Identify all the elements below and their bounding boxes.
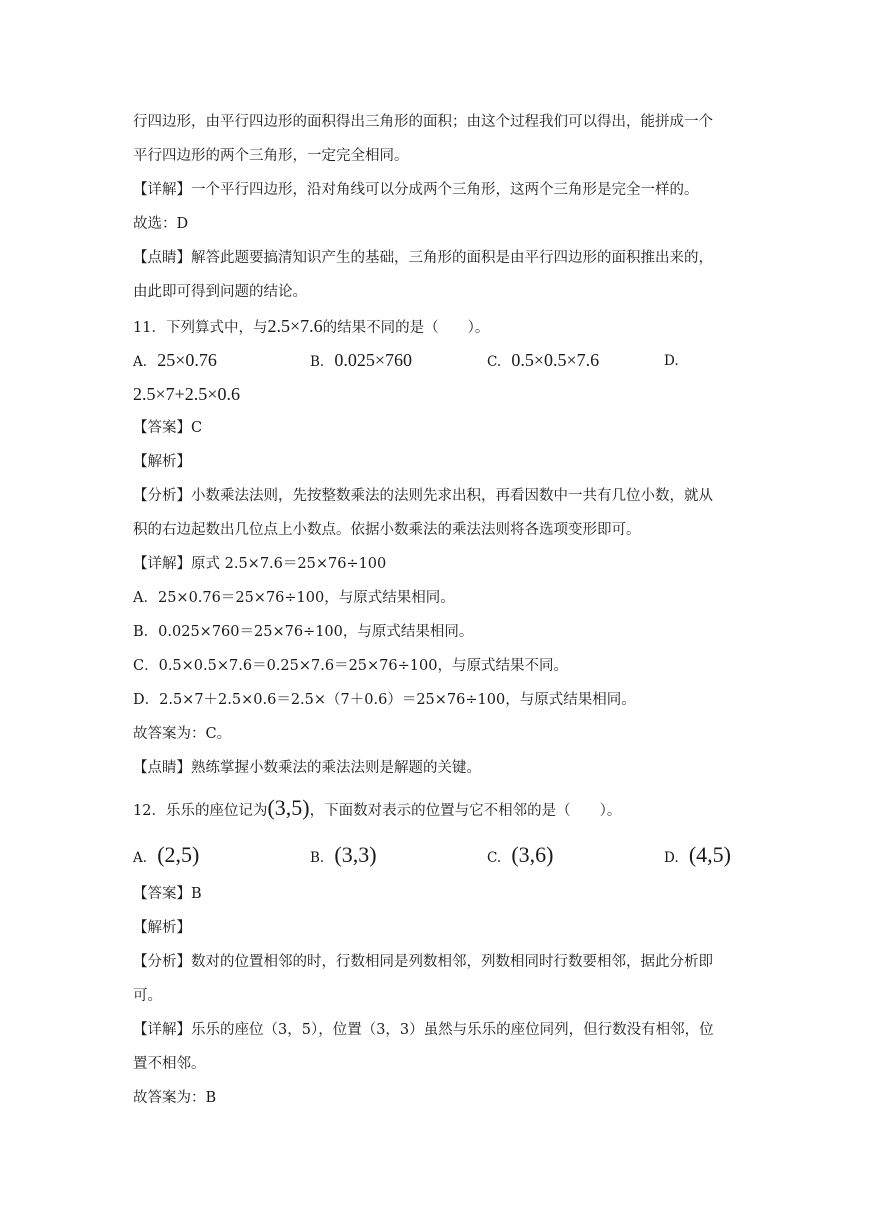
text-line: 行四边形，由平行四边形的面积得出三角形的面积；由这个过程我们可以得出，能拼成一个 — [133, 114, 713, 130]
question-11-option-b — [310, 350, 412, 371]
conclusion-line: 故答案为：C。 — [133, 726, 232, 742]
answer-line: 故选：D — [133, 216, 189, 232]
option-math: 2.5×7+2.5×0.6 — [133, 384, 240, 404]
option-math: (2,5) — [157, 842, 200, 867]
option-math: (4,5) — [688, 842, 731, 867]
detail-line: B．0.025×760＝25×76÷100，与原式结果相同。 — [133, 624, 474, 640]
detail-line: 【详解】原式 2.5×7.6＝25×76÷100 — [133, 556, 387, 572]
question-12-option-d — [664, 842, 731, 868]
option-label: D. — [664, 850, 679, 866]
detail-line: 【详解】乐乐的座位（3，5），位置（3，3）虽然与乐乐的座位同列，但行数没有相邻，位 — [133, 1022, 714, 1038]
question-12-option-b — [310, 842, 377, 868]
detail-line: 置不相邻。 — [133, 1056, 206, 1072]
question-12-stem — [133, 795, 743, 821]
option-math: 0.5×0.5×7.6 — [511, 350, 600, 370]
question-11-option-c — [487, 350, 599, 371]
analysis-line: 【分析】小数乘法法则，先按整数乘法的法则先求出积，再看因数中一共有几位小数，就从 — [133, 488, 713, 504]
option-label: C. — [487, 354, 502, 370]
question-11-option-d — [664, 350, 679, 369]
answer-line: 【答案】B — [133, 886, 202, 902]
answer-line: 【答案】C — [133, 420, 203, 436]
point-line: 【点睛】解答此题要搞清知识产生的基础，三角形的面积是由平行四边形的面积推出来的， — [133, 250, 713, 266]
conclusion-line: 故答案为：B — [133, 1090, 217, 1106]
question-12-stem-math: (3,5) — [267, 795, 310, 820]
question-12-stem-suffix: ，下面数对表示的位置与它不相邻的是（ ）。 — [309, 803, 622, 819]
option-math: 0.025×760 — [334, 350, 413, 370]
analysis-heading: 【解析】 — [133, 454, 191, 470]
point-line: 由此即可得到问题的结论。 — [133, 284, 307, 300]
option-math: (3,6) — [511, 842, 554, 867]
question-11-stem — [133, 316, 743, 338]
detail-line: 【详解】一个平行四边形，沿对角线可以分成两个三角形，这两个三角形是完全一样的。 — [133, 182, 699, 198]
option-label: D. — [664, 353, 679, 369]
analysis-heading: 【解析】 — [133, 920, 191, 936]
option-label: B. — [310, 354, 325, 370]
question-11-stem-suffix: 的结果不同的是（ ）。 — [322, 320, 490, 336]
detail-line: C．0.5×0.5×7.6＝0.25×7.6＝25×76÷100，与原式结果不同。 — [133, 658, 568, 674]
question-11-option-d-math — [133, 384, 240, 405]
option-math: (3,3) — [334, 842, 377, 867]
option-label: A. — [133, 354, 148, 370]
text-line: 平行四边形的两个三角形，一定完全相同。 — [133, 148, 409, 164]
analysis-line: 【分析】数对的位置相邻的时，行数相同是列数相邻，列数相同时行数要相邻，据此分析即 — [133, 954, 713, 970]
detail-line: D．2.5×7＋2.5×0.6＝2.5×（7＋0.6）＝25×76÷100，与原式结果相同。 — [133, 692, 636, 708]
question-12-option-a — [133, 842, 199, 868]
question-12-option-c — [487, 842, 553, 868]
option-label: C. — [487, 850, 502, 866]
question-12-stem-prefix: 12．乐乐的座位记为 — [133, 803, 268, 819]
point-line: 【点睛】熟练掌握小数乘法的乘法法则是解题的关键。 — [133, 760, 481, 776]
detail-line: A．25×0.76＝25×76÷100，与原式结果相同。 — [133, 590, 455, 606]
question-11-stem-math: 2.5×7.6 — [267, 316, 323, 336]
option-label: A. — [133, 850, 148, 866]
question-11-option-a — [133, 350, 217, 371]
option-math: 25×0.76 — [157, 350, 217, 370]
analysis-line: 可。 — [133, 988, 162, 1004]
question-11-stem-prefix: 11．下列算式中，与 — [133, 320, 268, 336]
analysis-line: 积的右边起数出几位点上小数点。依据小数乘法的乘法法则将各选项变形即可。 — [133, 522, 641, 538]
option-label: B. — [310, 850, 325, 866]
